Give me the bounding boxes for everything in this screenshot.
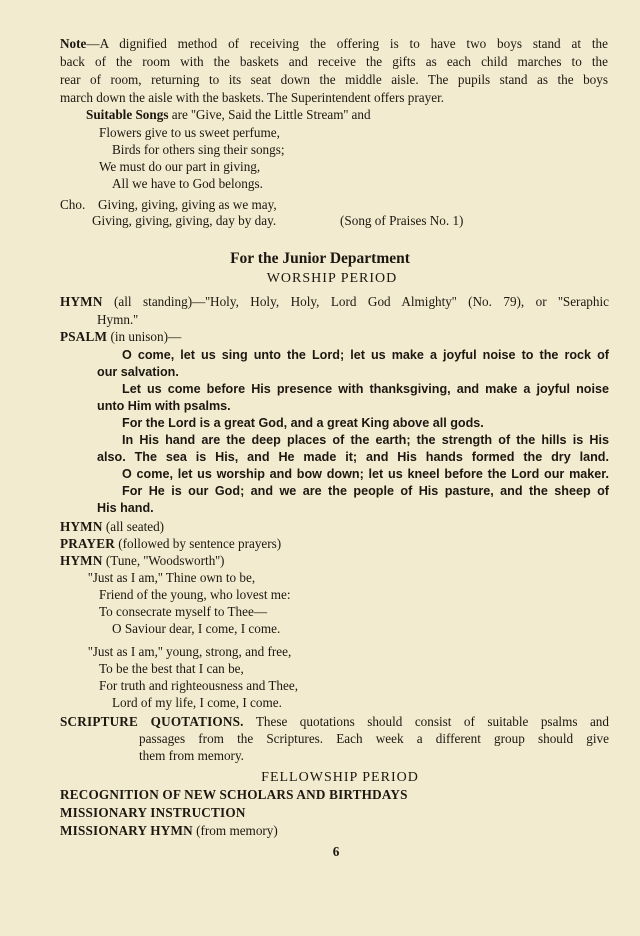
- psalm-line: In His hand are the deep places of the earth; the strength of the hills is His: [122, 433, 609, 447]
- song-verse-line: We must do our part in giving,: [99, 159, 261, 174]
- song-chorus-line: Giving, giving, giving, day by day.: [92, 213, 277, 228]
- psalm-line: our salvation.: [97, 365, 179, 379]
- hymn-label: HYMN: [60, 294, 103, 309]
- worship-period-heading: WORSHIP PERIOD: [266, 271, 398, 286]
- missionary-hymn-label: MISSIONARY HYMN: [60, 823, 193, 838]
- chorus-label: Cho.: [60, 197, 86, 212]
- psalm-line: For the Lord is a great God, and a great King above all gods.: [122, 416, 484, 430]
- hymn-verse-line: To be the best that I can be,: [99, 661, 244, 676]
- scripture-label: SCRIPTURE QUOTATIONS.: [60, 714, 244, 729]
- section-title: For the Junior Department: [230, 250, 410, 267]
- psalm-line: Let us come before His presence with thanksgiving, and make a joyful noise: [122, 382, 609, 396]
- note-line-4: march down the aisle with the baskets. The Superintendent offers prayer.: [60, 90, 445, 105]
- hymn-verse-line: O Saviour dear, I come, I come.: [112, 621, 281, 636]
- hymn-opening-line-2: Hymn.'': [97, 312, 139, 327]
- psalm-label: PSALM: [60, 329, 108, 344]
- prayer-line: PRAYER (followed by sentence prayers): [60, 536, 282, 551]
- page-number: 6: [332, 844, 340, 859]
- psalm-line: O come, let us sing unto the Lord; let us make a joyful noise to the rock of: [122, 348, 609, 362]
- scripture-line-3: them from memory.: [139, 748, 244, 763]
- note-line-2: back of the room with the baskets and receive the gifts as each child marches to the: [60, 54, 608, 69]
- hymn-verse-line: ''Just as I am,'' Thine own to be,: [88, 570, 256, 585]
- psalm-line: also. The sea is His, and He made it; and His hands formed the dry land.: [97, 450, 609, 464]
- song-chorus-line: Giving, giving, giving as we may,: [98, 197, 277, 212]
- song-verse-line: Birds for others sing their songs;: [112, 142, 285, 157]
- songs-line-1: Suitable Songs are ''Give, Said the Little Stream'' and: [86, 107, 371, 122]
- psalm-line: For He is our God; and we are the people of His pasture, and the sheep of: [122, 484, 609, 498]
- hymn-verse-line: To consecrate myself to Thee—: [99, 604, 268, 619]
- recognition-line: RECOGNITION OF NEW SCHOLARS AND BIRTHDAYS: [60, 787, 408, 802]
- hymn-seated: HYMN (all seated): [60, 519, 165, 534]
- scripture-line-2: passages from the Scriptures. Each week a different group should give: [139, 731, 609, 746]
- scripture-line-1: SCRIPTURE QUOTATIONS. These quotations should consist of suitable psalms and: [60, 714, 609, 729]
- hymn-verse-line: Friend of the young, who lovest me:: [99, 587, 291, 602]
- note-label: Note: [60, 36, 87, 51]
- songs-label: Suitable Songs: [86, 107, 169, 122]
- hymn-label: HYMN: [60, 519, 103, 534]
- hymn-tune: HYMN (Tune, ''Woodsworth''): [60, 553, 225, 568]
- psalm-line: O come, let us worship and bow down; let us kneel before the Lord our maker.: [122, 467, 609, 481]
- hymn-label: HYMN: [60, 553, 103, 568]
- missionary-instruction-line: MISSIONARY INSTRUCTION: [60, 805, 246, 820]
- song-verse-line: Flowers give to us sweet perfume,: [99, 125, 280, 140]
- psalm-line: His hand.: [97, 501, 154, 515]
- fellowship-period-heading: FELLOWSHIP PERIOD: [261, 770, 419, 785]
- psalm-heading: PSALM (in unison)—: [60, 329, 182, 344]
- hymn-opening-line: HYMN (all standing)—''Holy, Holy, Holy, Lord God Almighty'' (No. 79), or ''Seraphic: [60, 294, 609, 309]
- song-verse-line: All we have to God belongs.: [112, 176, 263, 191]
- note-line-3: rear of room, returning to its seat down the middle aisle. The pupils stand as the boys: [60, 72, 608, 87]
- song-source: (Song of Praises No. 1): [340, 213, 464, 228]
- psalm-line: unto Him with psalms.: [97, 399, 231, 413]
- missionary-hymn-line: MISSIONARY HYMN (from memory): [60, 823, 278, 838]
- prayer-label: PRAYER: [60, 536, 115, 551]
- note-line-1: Note—A dignified method of receiving the offering is to have two boys stand at the: [60, 36, 608, 51]
- hymn-verse-line: For truth and righteousness and Thee,: [99, 678, 298, 693]
- hymn-verse-line: ''Just as I am,'' young, strong, and free,: [88, 644, 292, 659]
- hymn-verse-line: Lord of my life, I come, I come.: [112, 695, 282, 710]
